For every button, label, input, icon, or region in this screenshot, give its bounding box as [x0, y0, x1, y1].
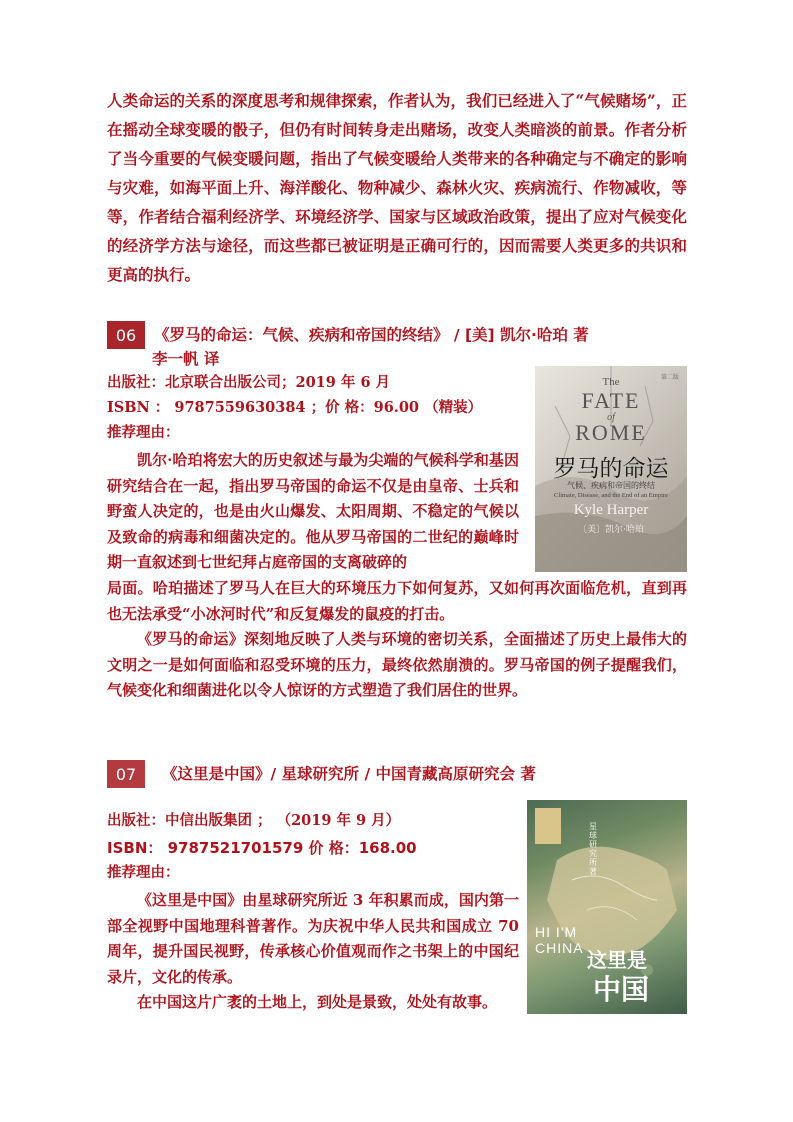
cover-en-rome: ROME: [575, 420, 647, 445]
book-cover-06: [535, 366, 687, 572]
cover-en-of: of: [607, 412, 615, 423]
isbn-price-07: ISBN： 9787521701579 价 格：168.00: [107, 839, 417, 857]
cover-en-hi-im: HI I'M: [535, 924, 578, 940]
cover-en-fate: FATE: [581, 388, 641, 413]
book-description-06-part1: 凯尔·哈珀将宏大的历史叙述与最为尖端的气候科学和基因研究结合在一起，指出罗马帝国的命运不仅是由皇帝、士兵和野蛮人决定的，也是由火山爆发、太阳周期、不稳定的气候以及致命的病毒和细菌决定的。他从罗马帝国的二世纪的巅峰时期一直叙述到七世纪拜占庭帝国的支离破碎的: [107, 451, 519, 571]
cover-cn-line1: 这里是: [587, 948, 647, 972]
book-number-badge-06: 06: [107, 321, 145, 349]
isbn-price-06: ISBN ： 9787559630384 ；价 格：96.00 （精装）: [107, 399, 483, 416]
cover-en-subtitle: Climate, Disease, and the End of an Empire: [554, 492, 668, 499]
cover-cn-subtitle: 气候、疾病和帝国的终结: [567, 481, 655, 490]
cover-cn-title: 罗马的命运: [553, 456, 669, 482]
cover-vertical-text: 星球研究所 著: [589, 822, 597, 876]
publisher-06: 出版社：北京联合出版公司；2019 年 6 月: [107, 374, 391, 391]
book-title-06: 《罗马的命运：气候、疾病和帝国的终结》 / [美] 凯尔·哈珀 著: [154, 326, 589, 344]
cover-seal: [535, 808, 561, 844]
reason-label-07: 推荐理由：: [107, 864, 180, 881]
book-title-07: 《这里是中国》/ 星球研究所 / 中国青藏高原研究会 著: [162, 765, 536, 783]
publisher-07: 出版社：中信出版集团 ； （2019 年 9 月）: [107, 812, 401, 829]
intro-paragraph: 人类命运的关系的深度思考和规律探索，作者认为，我们已经进入了“气候赌场”，正在摇动全球变暖的骰子，但仍有时间转身走出赌场，改变人类暗淡的前景。作者分析了当今重要的气候变暖问题，指出了气候变暖给人类带来的各种确定与不确定的影响与灾难，如海平面上升、海洋酸化、物种减少、森林火灾、疾病流行、作物减收，等等，作者结合福利经济学、环境经济学、国家与区域政治政策，提出了应对气候变化的经济学方法与途径，而这些都已被证明是正确可行的，因而需要人类更多的共识和更高的执行。: [107, 91, 687, 284]
book-description-07-para2: 在中国这片广袤的土地上，到处是景致，处处有故事。: [137, 993, 498, 1011]
cover-mark: 第二版: [660, 374, 679, 381]
book-description-06-part2: 局面。哈珀描述了罗马人在巨大的环境压力下如何复苏，又如何再次面临危机，直到再也无法承受“小冰河时代”和反复爆发的鼠疫的打击。: [107, 579, 687, 623]
book-cover-07: [527, 800, 687, 1014]
reason-label-06: 推荐理由：: [107, 424, 180, 441]
book-description-07-para1: 《这里是中国》由星球研究所近 3 年积累而成，国内第一部全视野中国地理科普著作。为庆祝中华人民共和国成立 70 周年，提升国民视野，传承核心价值观而作之书架上的中国纪录片，文化的传承。: [107, 891, 519, 986]
cover-en-china: CHINA: [535, 940, 584, 956]
cover-author-cn: 〔美〕凯尔·哈珀: [578, 525, 644, 535]
book-translator-06: 李一帆 译: [152, 350, 220, 368]
cover-en-the: The: [602, 376, 620, 388]
cover-author-en: Kyle Harper: [573, 502, 649, 518]
book-number-badge-07: 07: [107, 760, 145, 788]
book-description-06-para2: 《罗马的命运》深刻地反映了人类与环境的密切关系，全面描述了历史上最伟大的文明之一是如何面临和忍受环境的压力，最终依然崩溃的。罗马帝国的例子提醒我们，气候变化和细菌进化以令人惊讶的方式塑造了我们居住的世界。: [107, 630, 687, 699]
cover-cn-line2: 中国: [593, 973, 650, 1006]
